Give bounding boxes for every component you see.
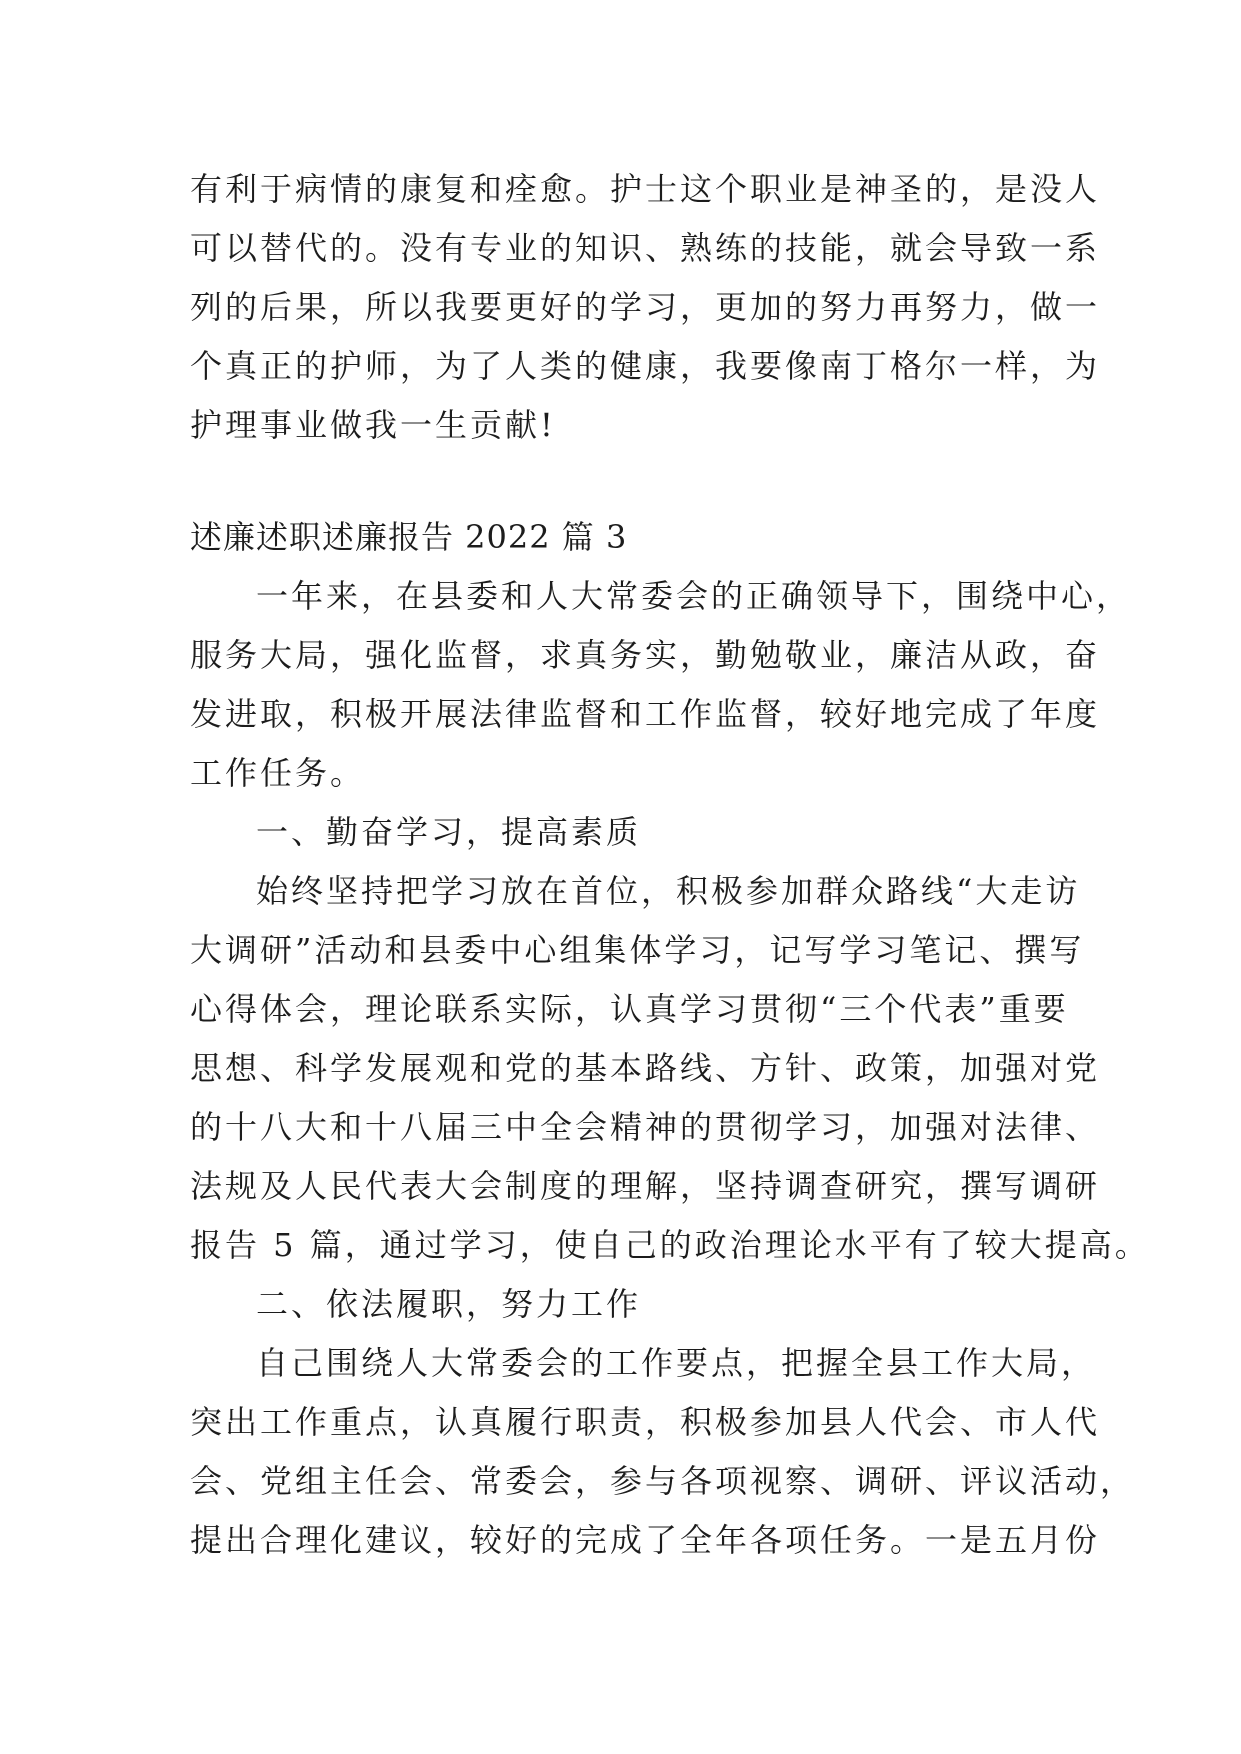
duty-paragraph [190, 1334, 1136, 1570]
paragraph-line: 护理事业做我一生贡献! [190, 406, 556, 444]
paragraph-line: 提出合理化建议，较好的完成了全年各项任务。一是五月份 [190, 1521, 1101, 1559]
paragraph-line: 列的后果，所以我要更好的学习，更加的努力再努力，做一 [190, 288, 1101, 326]
paragraph-line: 的十八大和十八届三中全会精神的贯彻学习，加强对法律、 [190, 1108, 1101, 1146]
paragraph-line: 自己围绕人大常委会的工作要点，把握全县工作大局， [256, 1344, 1097, 1382]
paragraph-line: 个真正的护师，为了人类的健康，我要像南丁格尔一样，为 [190, 347, 1101, 385]
section-title: 述廉述职述廉报告 2022 篇 3 [190, 518, 628, 556]
paragraph-line: 服务大局，强化监督，求真务实，勤勉敬业，廉洁从政，奋 [190, 636, 1101, 674]
paragraph-line: 有利于病情的康复和痊愈。护士这个职业是神圣的，是没人 [190, 170, 1101, 208]
study-paragraph [190, 862, 1150, 1275]
paragraph-line: 心得体会，理论联系实际，认真学习贯彻“三个代表”重要 [190, 990, 1069, 1028]
document-body [190, 160, 1150, 1570]
paragraph-line: 始终坚持把学习放在首位，积极参加群众路线“大走访 [256, 872, 1081, 910]
paragraph-line: 一年来，在县委和人大常委会的正确领导下，围绕中心， [256, 577, 1132, 615]
paragraph-line: 突出工作重点，认真履行职责，积极参加县人代会、市人代 [190, 1403, 1101, 1441]
paragraph-line: 工作任务。 [190, 754, 366, 792]
paragraph-line: 大调研”活动和县委中心组集体学习，记写学习笔记、撰写 [190, 931, 1085, 969]
paragraph-line: 可以替代的。没有专业的知识、熟练的技能，就会导致一系 [190, 229, 1101, 267]
paragraph-line: 法规及人民代表大会制度的理解，坚持调查研究，撰写调研 [190, 1167, 1101, 1205]
paragraph-line: 会、党组主任会、常委会，参与各项视察、调研、评议活动， [190, 1462, 1136, 1500]
opening-paragraph [190, 567, 1132, 803]
intro-paragraph [190, 160, 1101, 455]
subheading-duty: 二、依法履职，努力工作 [256, 1285, 642, 1323]
paragraph-line: 思想、科学发展观和党的基本路线、方针、政策，加强对党 [190, 1049, 1101, 1087]
paragraph-line: 报告 5 篇，通过学习，使自己的政治理论水平有了较大提高。 [190, 1226, 1150, 1264]
paragraph-line: 发进取，积极开展法律监督和工作监督，较好地完成了年度 [190, 695, 1101, 733]
subheading-study: 一、勤奋学习，提高素质 [256, 813, 642, 851]
